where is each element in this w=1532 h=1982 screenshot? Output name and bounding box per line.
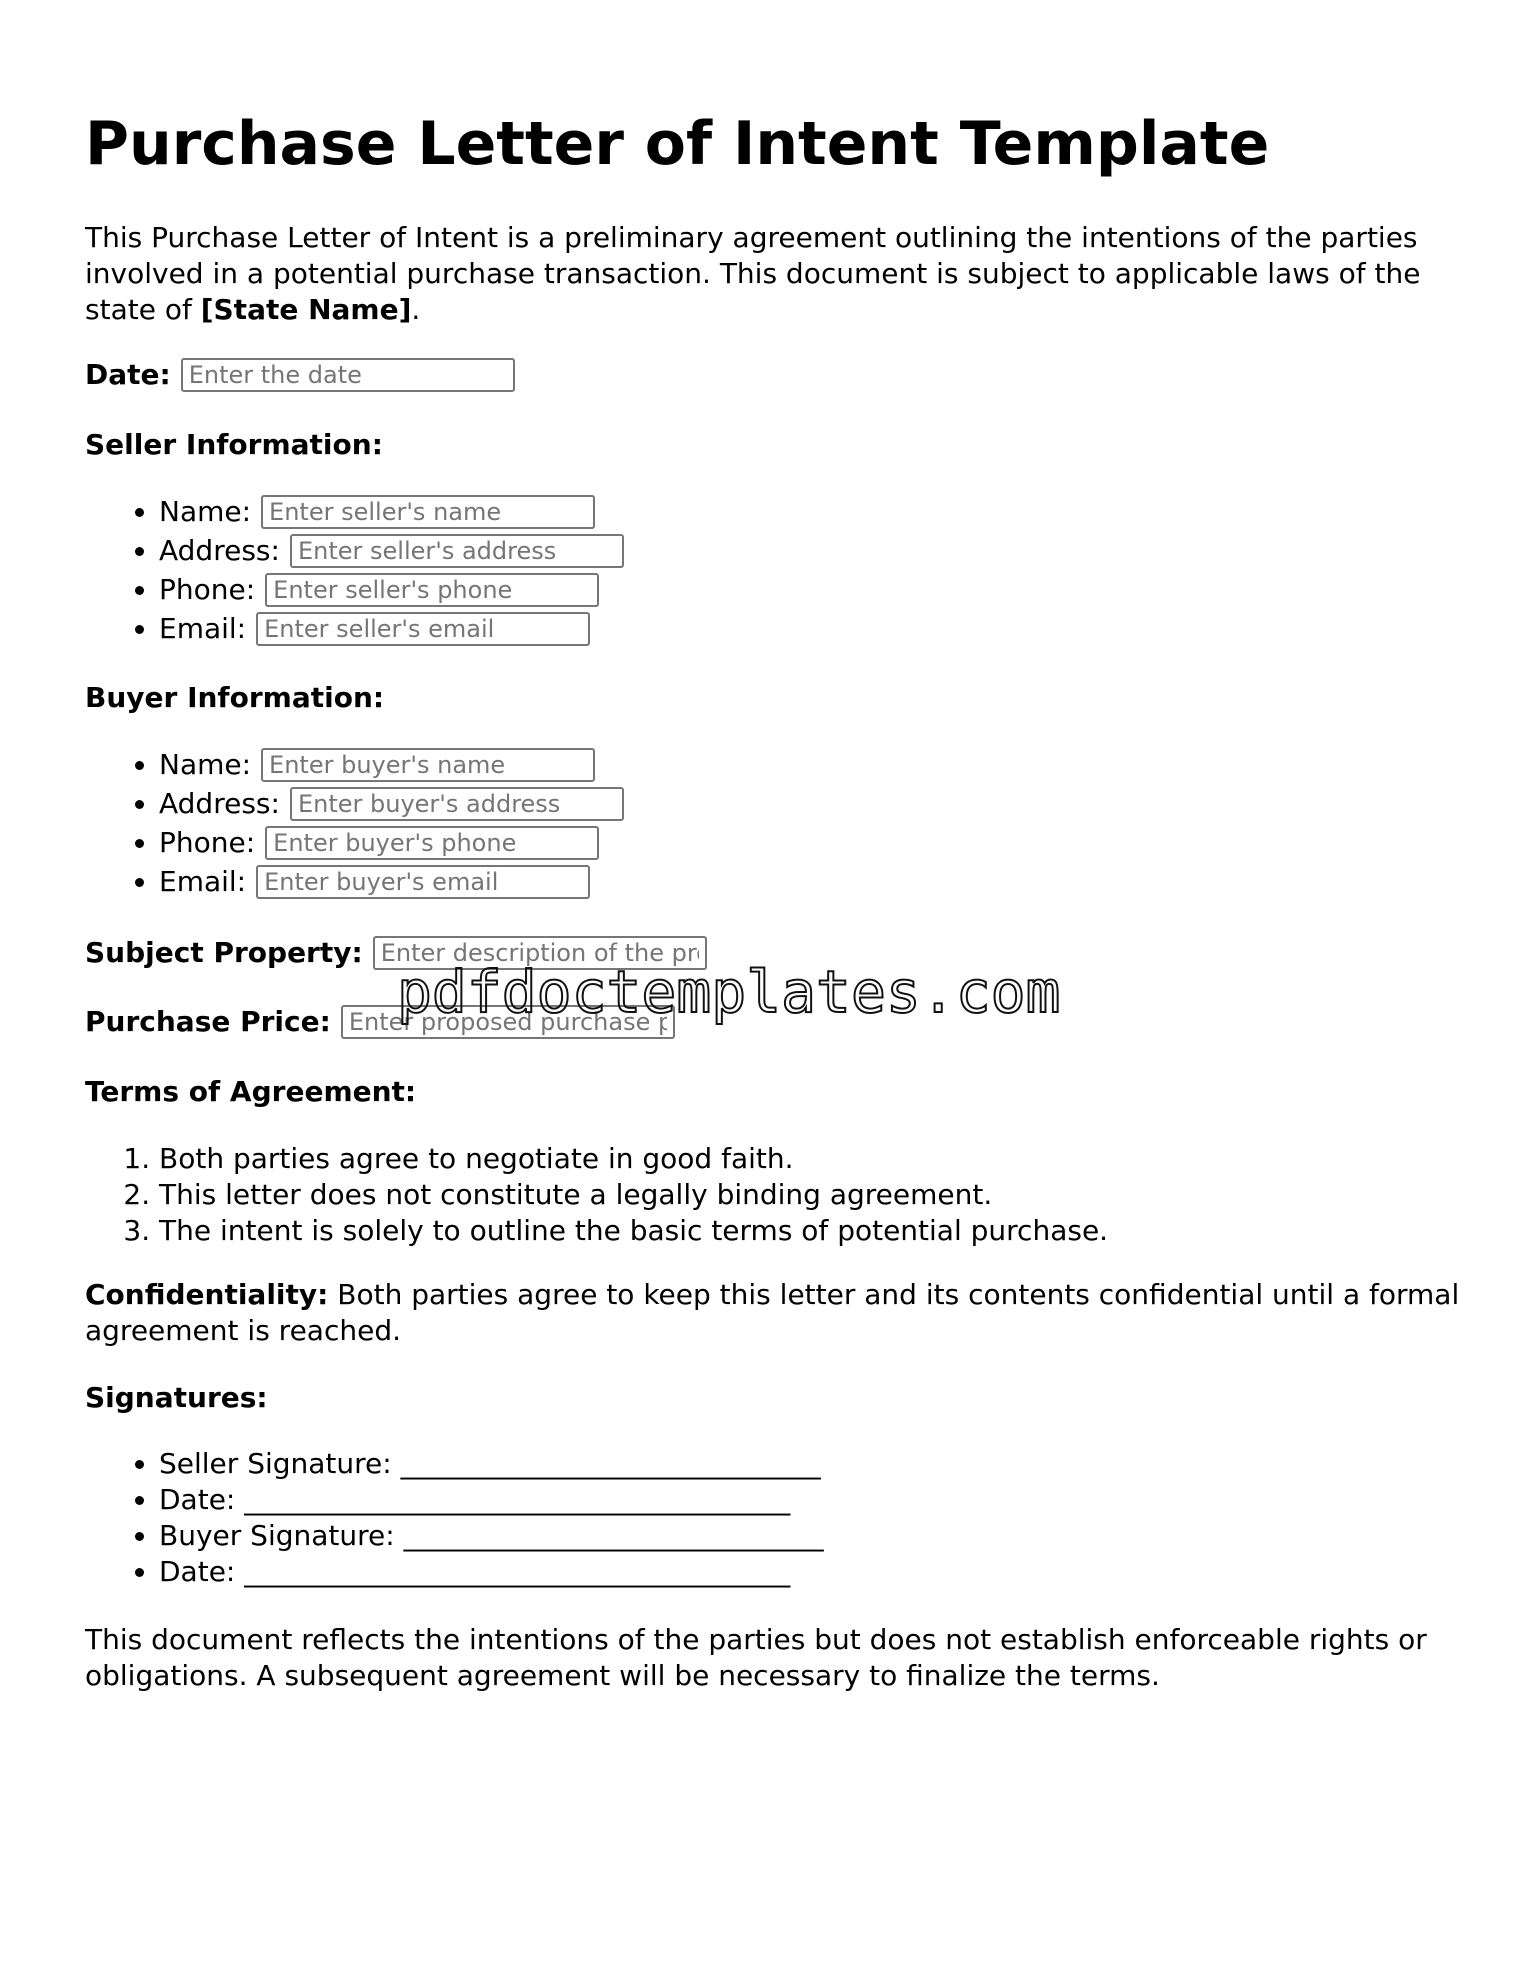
date-input[interactable] [181, 358, 515, 392]
buyer-name-label: • Name: [159, 748, 252, 781]
subject-property-input[interactable] [373, 936, 707, 970]
intro-end: . [411, 293, 421, 326]
seller-name-label: • Name: [159, 495, 252, 528]
seller-date-line: • Date: _______________________________________ [159, 1482, 824, 1518]
list-item [159, 784, 624, 823]
buyer-address-label: • Address: [159, 787, 280, 820]
state-name-placeholder: [State Name] [200, 293, 412, 326]
seller-phone-input[interactable] [265, 573, 599, 607]
page-title: Purchase Letter of Intent Template [85, 109, 1270, 179]
list-item [159, 823, 624, 862]
seller-name-input[interactable] [261, 495, 595, 529]
seller-email-label: • Email: [159, 612, 247, 645]
list-item [159, 745, 624, 784]
seller-phone-label: • Phone: [159, 573, 256, 606]
buyer-address-input[interactable] [290, 787, 624, 821]
confidentiality-text: Both parties agree to keep this letter and its contents confidential until a formal agreement is reached. [85, 1278, 1460, 1347]
buyer-email-input[interactable] [256, 865, 590, 899]
buyer-email-label: • Email: [159, 865, 247, 898]
terms-list [85, 1141, 1108, 1249]
seller-heading: Seller Information: [85, 428, 383, 461]
closing-paragraph: This document reflects the intentions of the parties but does not establish enforceable rights or obligations. A subsequent agreement will be necessary to finalize the terms. [85, 1623, 1427, 1692]
seller-address-label: • Address: [159, 534, 280, 567]
terms-heading: Terms of Agreement: [85, 1075, 417, 1108]
buyer-signature-line: • Buyer Signature: ______________________________ [159, 1518, 824, 1554]
list-item: 1. Both parties agree to negotiate in good faith. [159, 1141, 1108, 1177]
list-item: 2. This letter does not constitute a legally binding agreement. [159, 1177, 1108, 1213]
intro-paragraph [85, 220, 1465, 328]
signatures-list [85, 1446, 824, 1590]
list-item [159, 492, 624, 531]
watermark-text: pdfdoctemplates.com [397, 958, 1061, 1026]
purchase-price-row [85, 1004, 675, 1040]
buyer-date-line: • Date: _______________________________________ [159, 1554, 824, 1590]
date-label: Date: [85, 358, 171, 391]
seller-email-input[interactable] [256, 612, 590, 646]
confidentiality-paragraph [85, 1277, 1465, 1349]
list-item [159, 570, 624, 609]
buyer-fields-list [85, 745, 624, 901]
list-item [159, 531, 624, 570]
buyer-heading: Buyer Information: [85, 681, 385, 714]
date-row [85, 357, 515, 393]
subject-property-label: Subject Property: [85, 936, 363, 969]
confidentiality-label: Confidentiality: [85, 1278, 329, 1311]
buyer-phone-label: • Phone: [159, 826, 256, 859]
buyer-phone-input[interactable] [265, 826, 599, 860]
intro-text: This Purchase Letter of Intent is a preliminary agreement outlining the intentions of the parties involved in a potential purchase transaction. This document is subject to applicable laws of the state of [85, 221, 1421, 326]
signatures-heading: Signatures: [85, 1381, 268, 1414]
seller-signature-line: • Seller Signature: ______________________________ [159, 1446, 824, 1482]
seller-fields-list [85, 492, 624, 648]
buyer-name-input[interactable] [261, 748, 595, 782]
purchase-price-label: Purchase Price: [85, 1005, 331, 1038]
subject-property-row [85, 935, 707, 971]
list-item: 3. The intent is solely to outline the basic terms of potential purchase. [159, 1213, 1108, 1249]
seller-address-input[interactable] [290, 534, 624, 568]
list-item [159, 609, 624, 648]
purchase-price-input[interactable] [341, 1005, 675, 1039]
list-item [159, 862, 624, 901]
